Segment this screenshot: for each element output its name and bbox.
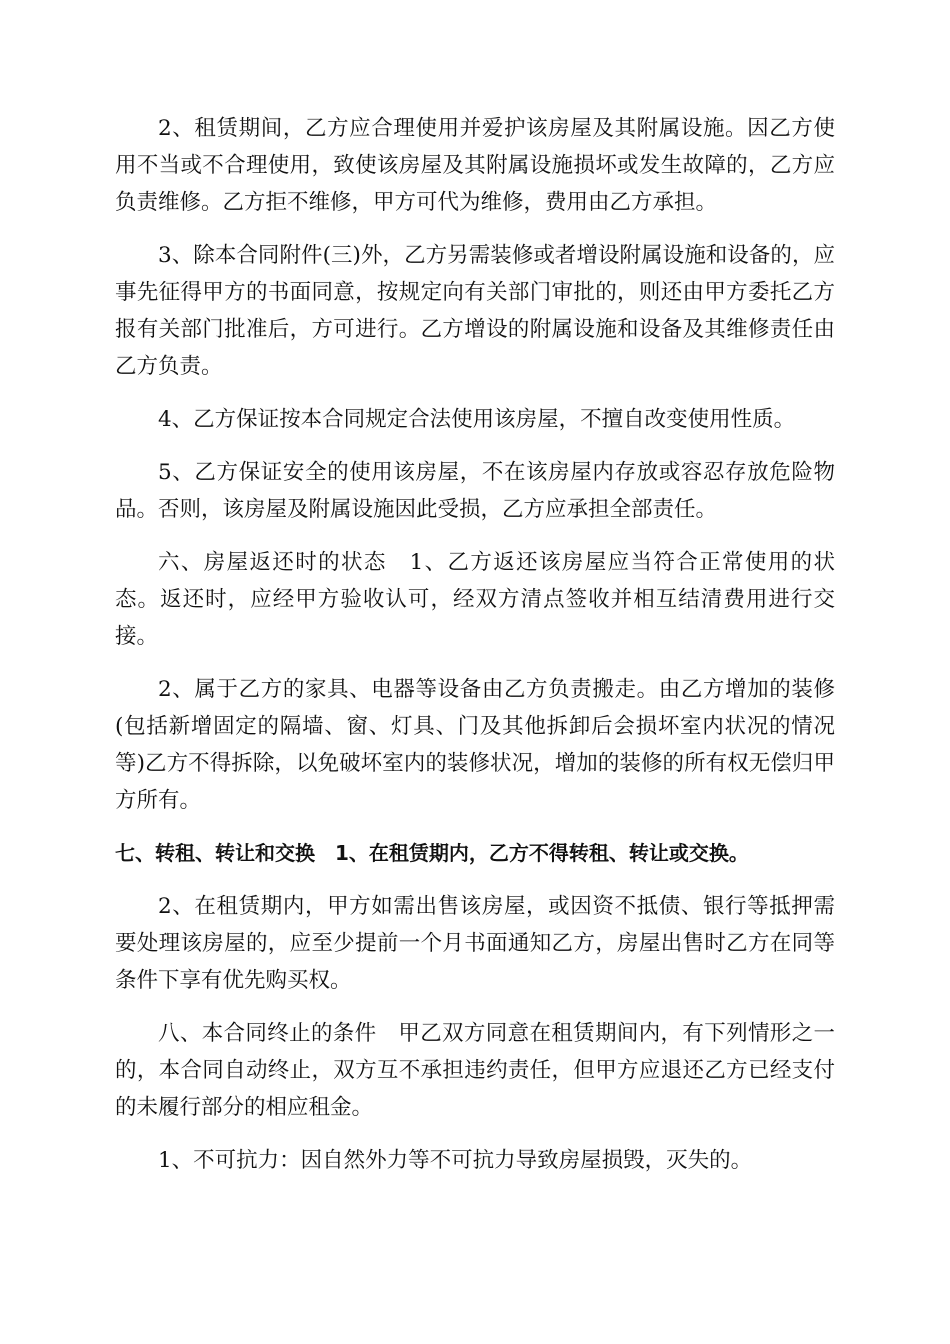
clause-3-renovation: 3、除本合同附件(三)外，乙方另需装修或者增设附属设施和设备的，应事先征得甲方的书面同意，按规定向有关部门审批的，则还由甲方委托乙方报有关部门批准后，方可进行。乙方增设的附属设施和设备及其维修责任由乙方负责。 — [115, 243, 835, 379]
section-7-sublease-heading: 七、转租、转让和交换 1、在租赁期内，乙方不得转租、转让或交换。 — [115, 841, 749, 865]
clause-2-maintenance: 2、租赁期间，乙方应合理使用并爱护该房屋及其附属设施。因乙方使用不当或不合理使用，致使该房屋及其附属设施损坏或发生故障的，乙方应负责维修。乙方拒不维修，甲方可代为维修，费用由乙方承担。 — [115, 116, 835, 215]
clause-5-safety: 5、乙方保证安全的使用该房屋，不在该房屋内存放或容忍存放危险物品。否则，该房屋及附属设施因此受损，乙方应承担全部责任。 — [115, 460, 835, 522]
section-8-clause-1-force-majeure: 1、不可抗力：因自然外力等不可抗力导致房屋损毁，灭失的。 — [158, 1148, 753, 1173]
contract-body — [115, 110, 835, 1195]
section-7-clause-2-sale: 2、在租赁期内，甲方如需出售该房屋，或因资不抵债、银行等抵押需要处理该房屋的，应至少提前一个月书面通知乙方，房屋出售时乙方在同等条件下享有优先购买权。 — [115, 894, 835, 993]
section-6-return-condition: 六、房屋返还时的状态 1、乙方返还该房屋应当符合正常使用的状态。返还时，应经甲方验收认可，经双方清点签收并相互结清费用进行交接。 — [115, 550, 835, 649]
section-8-termination: 八、本合同终止的条件 甲乙双方同意在租赁期间内，有下列情形之一的，本合同自动终止，双方互不承担违约责任，但甲方应退还乙方已经支付的未履行部分的相应租金。 — [115, 1021, 835, 1120]
clause-4-lawful-use: 4、乙方保证按本合同规定合法使用该房屋，不擅自改变使用性质。 — [158, 407, 796, 432]
section-6-clause-2-furniture: 2、属于乙方的家具、电器等设备由乙方负责搬走。由乙方增加的装修(包括新增固定的隔墙、窗、灯具、门及其他拆卸后会损坏室内状况的情况等)乙方不得拆除，以免破坏室内的装修状况，增加的装修的所有权无偿归甲方所有。 — [115, 677, 835, 813]
